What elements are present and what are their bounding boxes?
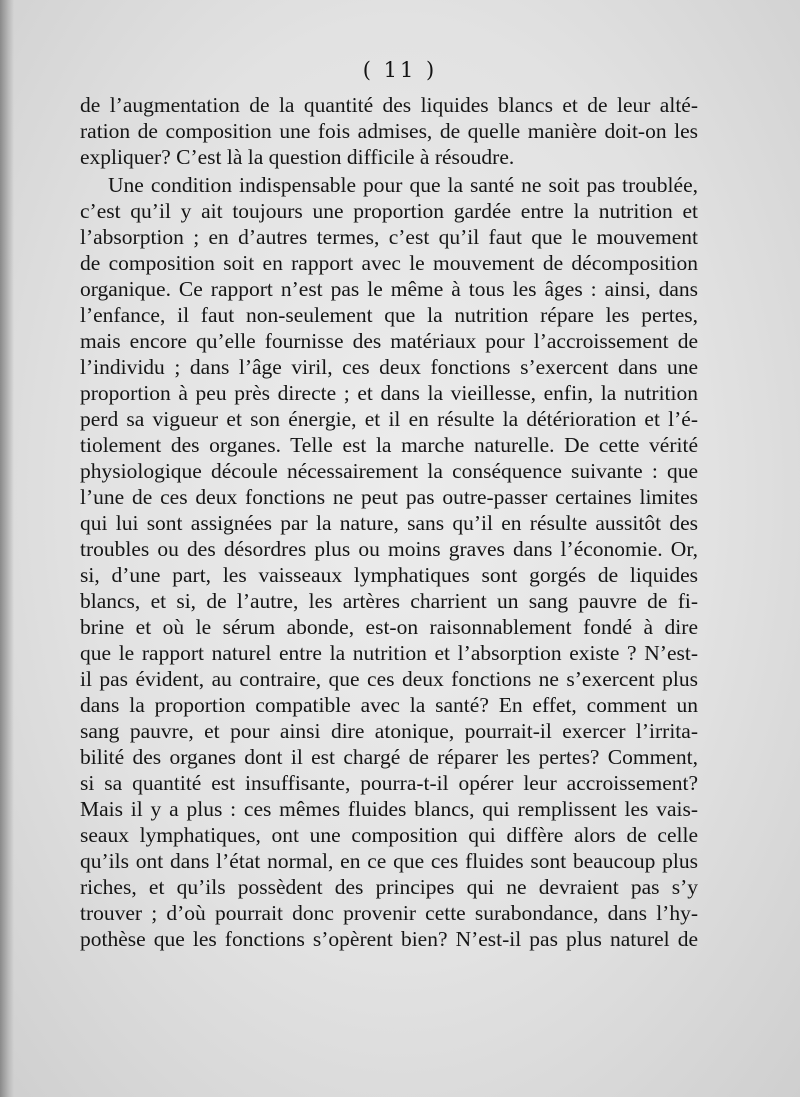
text-line: perd sa vigueur et son énergie, et il en résulte la détérioration et l’é-	[80, 407, 698, 431]
text-line: qu’ils ont dans l’état normal, en ce que ces fluides sont beaucoup plus	[80, 849, 698, 873]
text-line: dans la proportion compatible avec la santé? En effet, comment un	[80, 693, 698, 717]
text-line: troubles ou des désordres plus ou moins graves dans l’économie. Or,	[80, 537, 698, 561]
text-line: bilité des organes dont il est chargé de réparer les pertes? Comment,	[80, 745, 698, 769]
text-line: mais encore qu’elle fournisse des matériaux pour l’accroissement de	[80, 329, 698, 353]
text-line: physiologique découle nécessairement la conséquence suivante : que	[80, 459, 698, 483]
text-line: si, d’une part, les vaisseaux lymphatiques sont gorgés de liquides	[80, 563, 698, 587]
text-line: c’est qu’il y ait toujours une proportion gardée entre la nutrition et	[80, 199, 698, 223]
text-line: de composition soit en rapport avec le mouvement de décomposition	[80, 251, 698, 275]
text-line: l’individu ; dans l’âge viril, ces deux fonctions s’exercent dans une	[80, 355, 698, 379]
text-line: l’une de ces deux fonctions ne peut pas outre-passer certaines limites	[80, 485, 698, 509]
text-line: si sa quantité est insuffisante, pourra-t-il opérer leur accroissement?	[80, 771, 698, 795]
page-number: ( 11 )	[362, 58, 438, 82]
text-line: l’enfance, il faut non-seulement que la nutrition répare les pertes,	[80, 303, 698, 327]
page-gutter-shadow	[0, 0, 14, 1097]
text-line: expliquer? C’est là la question difficile à résoudre.	[80, 145, 515, 169]
text-line: pothèse que les fonctions s’opèrent bien? N’est-il pas plus naturel de	[80, 927, 698, 951]
text-line: Mais il y a plus : ces mêmes fluides blancs, qui remplissent les vais-	[80, 797, 698, 821]
text-line: Une condition indispensable pour que la santé ne soit pas troublée,	[108, 173, 698, 197]
text-line: proportion à peu près directe ; et dans la vieillesse, enfin, la nutrition	[80, 381, 698, 405]
text-line: que le rapport naturel entre la nutrition et l’absorption existe ? N’est-	[80, 641, 698, 665]
text-line: blancs, et si, de l’autre, les artères charrient un sang pauvre de fi-	[80, 589, 698, 613]
text-line: il pas évident, au contraire, que ces deux fonctions ne s’exercent plus	[80, 667, 698, 691]
text-line: riches, et qu’ils possèdent des principes qui ne devraient pas s’y	[80, 875, 698, 899]
text-line: seaux lymphatiques, ont une composition qui diffère alors de celle	[80, 823, 698, 847]
text-line: ration de composition une fois admises, de quelle manière doit-on les	[80, 119, 698, 143]
text-line: tiolement des organes. Telle est la marche naturelle. De cette vérité	[80, 433, 698, 457]
text-line: l’absorption ; en d’autres termes, c’est qu’il faut que le mouvement	[80, 225, 698, 249]
text-line: de l’augmentation de la quantité des liquides blancs et de leur alté-	[80, 93, 698, 117]
text-line: organique. Ce rapport n’est pas le même à tous les âges : ainsi, dans	[80, 277, 698, 301]
text-line: trouver ; d’où pourrait donc provenir cette surabondance, dans l’hy-	[80, 901, 698, 925]
text-line: qui lui sont assignées par la nature, sans qu’il en résulte aussitôt des	[80, 511, 698, 535]
text-line: sang pauvre, et pour ainsi dire atonique, pourrait-il exercer l’irrita-	[80, 719, 698, 743]
text-line: brine et où le sérum abonde, est-on raisonnablement fondé à dire	[80, 615, 698, 639]
